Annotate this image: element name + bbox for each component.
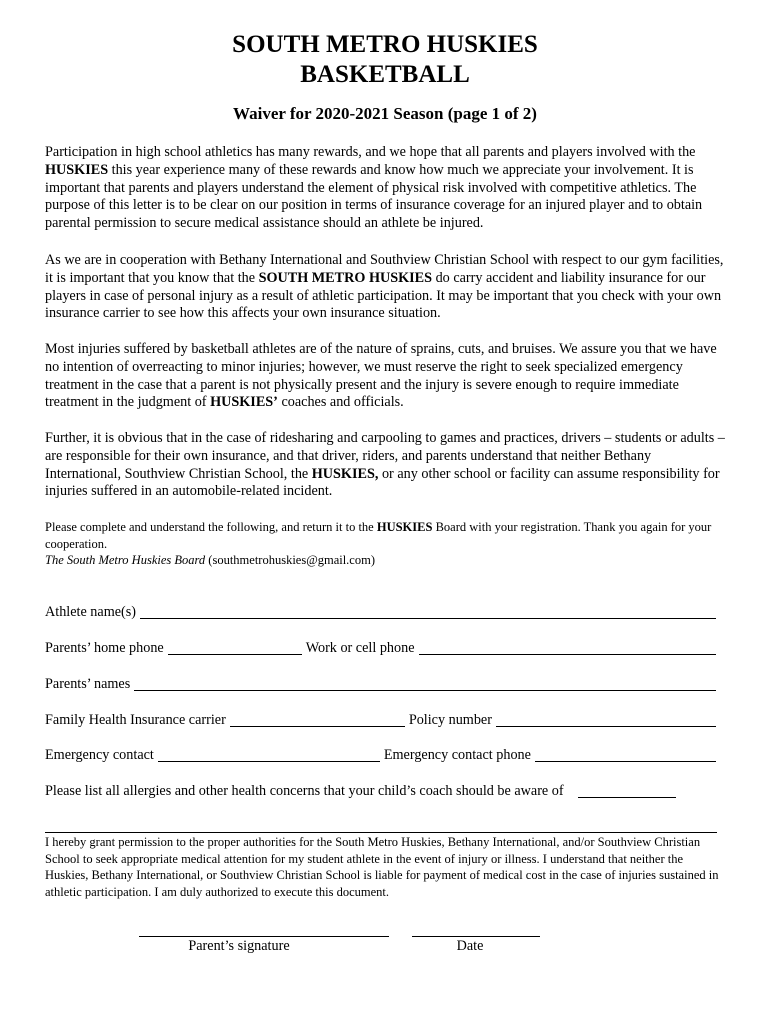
allergies-row — [45, 782, 720, 800]
emergency-contact-field[interactable] — [158, 748, 380, 762]
parents-names-field[interactable] — [134, 677, 716, 691]
p3-bold: HUSKIES’ — [210, 394, 278, 411]
insurance-paragraph — [45, 252, 725, 323]
authorization-statement: I hereby grant permission to the proper authorities for the South Metro Huskies, Bethany International, and/or Southview Christian School to seek appropriate medical attention for my student athlete in the event of injury or illness. I understand that neither the Huskies, Bethany International, or Southview Christian School is liable for payment of medical cost in the case of injuries sustained in athletic participation. I am duly authorized to execute this document. — [45, 835, 719, 899]
p4-text-c: or any other school or facility can assume responsibility for injuries suffered in an automobile-related incident. — [45, 465, 720, 500]
allergies-extra-line[interactable] — [45, 832, 717, 833]
rideshare-paragraph — [45, 430, 725, 501]
allergies-label: Please list all allergies and other health concerns that your child’s coach should be aware of — [45, 783, 564, 799]
p2-bold: SOUTH METRO HUSKIES — [258, 269, 433, 286]
closing-note — [45, 519, 725, 569]
work-phone-field[interactable] — [419, 641, 716, 655]
home-phone-field[interactable] — [168, 641, 302, 655]
athlete-names-row — [45, 603, 720, 621]
closing-bold: HUSKIES — [376, 520, 433, 534]
board-email: (southmetrohuskies@gmail.com) — [205, 553, 375, 568]
date-line[interactable] — [412, 936, 540, 937]
policy-number-label: Policy number — [408, 712, 492, 728]
p3-text-a: Most injuries suffered by basketball athletes are of the nature of sprains, cuts, and bruises. We assure you that we have no intention of overreacting to minor injuries; however, we must reserve the right to seek specialized emergency treatment in the case that a parent is not physically present and the injury is severe enough to require immediate treatment in the judgment of — [45, 341, 717, 411]
athlete-names-field[interactable] — [140, 605, 716, 619]
p1-text-c: this year experience many of these rewards and know how much we appreciate your involvement. It is important that parents and players understand the element of physical risk involved with competitive athletics. The purpose of this letter is to be clear on our position in terms of insurance coverage for an injured player and to obtain parental permission to secure medical assistance should an athlete be injured. — [45, 161, 703, 232]
waiver-subtitle: Waiver for 2020-2021 Season (page 1 of 2) — [233, 104, 537, 123]
p3-text-c: coaches and officials. — [277, 394, 404, 411]
parents-names-label: Parents’ names — [45, 676, 131, 692]
parent-signature-line[interactable] — [139, 936, 389, 937]
home-phone-label: Parents’ home phone — [45, 640, 164, 656]
intro-paragraph — [45, 144, 725, 233]
p2-text-a: As we are in cooperation with Bethany International and Southview Christian School with respect to our gym facilities, it is important that you know that the — [45, 252, 724, 286]
p4-text-a: Further, it is obvious that in the case of ridesharing and carpooling to games and practices, drivers – students or adults – are responsible for their own insurance, and that driver, riders, and parents understand that neither Bethany International, Southview Christian School, the — [45, 430, 725, 482]
insurance-row — [45, 711, 720, 729]
p4-bold: HUSKIES, — [311, 465, 379, 482]
title-line-1: SOUTH METRO HUSKIES — [232, 31, 538, 58]
phone-row — [45, 639, 720, 657]
closing-text-c: Board with your registration. Thank you again for your cooperation. — [45, 520, 712, 551]
emergency-phone-label: Emergency contact phone — [383, 747, 531, 763]
board-name: The South Metro Huskies Board — [45, 553, 206, 568]
work-phone-label: Work or cell phone — [305, 640, 415, 656]
parent-signature-label: Parent’s signature — [188, 938, 290, 954]
insurance-carrier-field[interactable] — [230, 713, 405, 727]
emergency-phone-field[interactable] — [535, 748, 716, 762]
insurance-carrier-label: Family Health Insurance carrier — [45, 712, 226, 728]
p1-bold: HUSKIES — [45, 161, 109, 178]
emergency-row — [45, 746, 720, 764]
closing-text-a: Please complete and understand the following, and return it to the — [45, 520, 377, 534]
allergies-field[interactable] — [578, 784, 676, 798]
title-line-2: BASKETBALL — [300, 61, 470, 88]
p1-text-a: Participation in high school athletics has many rewards, and we hope that all parents and players involved with the — [45, 144, 696, 160]
policy-number-field[interactable] — [496, 713, 716, 727]
date-label: Date — [456, 938, 484, 954]
emergency-contact-label: Emergency contact — [45, 747, 154, 763]
athlete-names-label: Athlete name(s) — [45, 604, 136, 620]
parents-names-row — [45, 675, 720, 693]
injuries-paragraph — [45, 341, 725, 412]
p2-text-c: do carry accident and liability insurance for our players in case of personal injury as a result of athletic participation. It may be important that you check with your own insurance carrier to see how this affects your own insurance situation. — [45, 269, 722, 322]
